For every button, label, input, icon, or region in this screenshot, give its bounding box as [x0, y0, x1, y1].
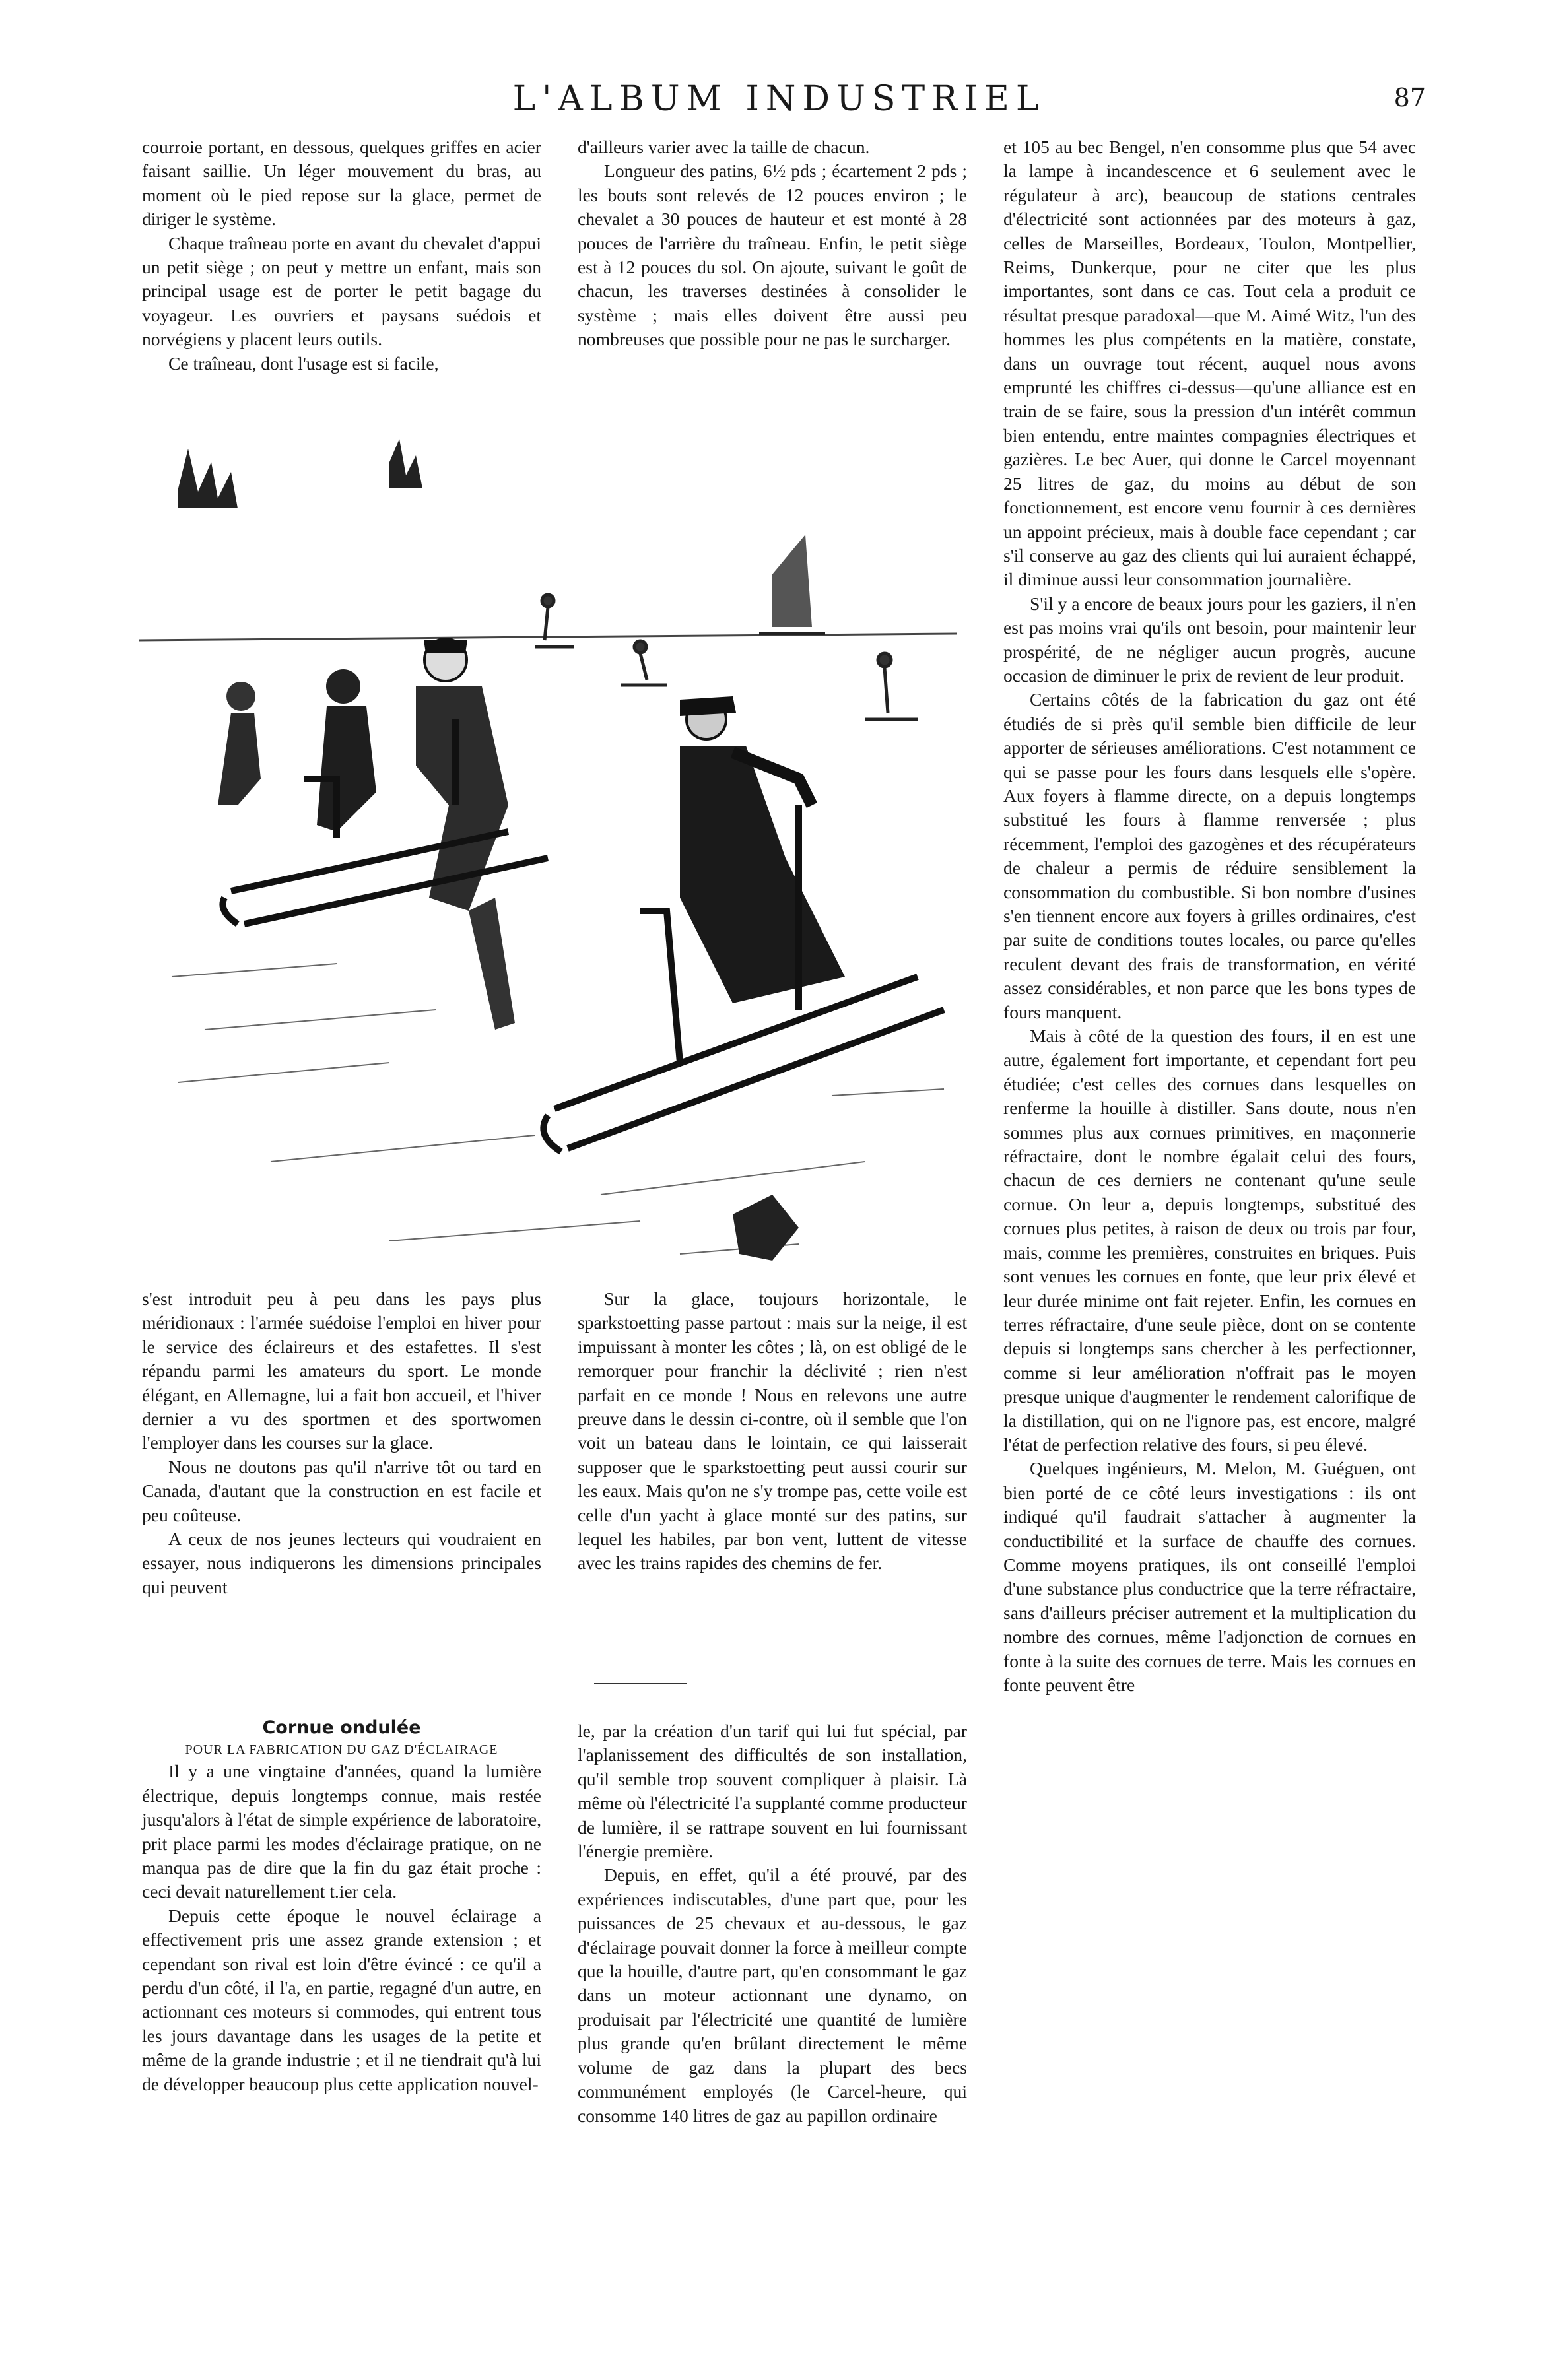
paragraph: Depuis, en effet, qu'il a été prouvé, par des expériences indiscutables, d'une part que, pour les puissances de 25 chevaux et au-dessous, le gaz d'éclairage pouvait donner la force à meilleur compte que la houille, d'autre part, qu'en consommant le gaz dans un moteur actionnant une dynamo, on produisait par l'électricité une quantité de lumière plus grande qu'en brûlant directement le même volume de gaz dans la plupart des becs communément employés (le Carcel-heure, qui consomme 140 litres de gaz au papillon ordinaire [578, 1865, 967, 2126]
paragraph: Ce traîneau, dont l'usage est si facile, [168, 352, 439, 374]
article-subtitle: POUR LA FABRICATION DU GAZ D'ÉCLAIRAGE [185, 1742, 498, 1758]
page-header [132, 79, 1426, 125]
paragraph: Mais à côté de la question des fours, il en est une autre, également fort importante, et cependant fort peu étudiée; c'est celles des cornues dans lesquelles on renferme la houille à distiller. Sans doute, nous n'en sommes plus aux cornues primitives, en maçonnerie réfractaire, dont le nombre égalait celui des fours, chacun de ces derniers ne contenant qu'une seule cornue. On leur a, depuis longtemps, substitué des cornues plus petites, à raison de deux ou trois par four, mais, comme les premières, construites en briques. Puis sont venues les cornues en fonte, que leur prix élevé et leur durée minime ont fait rejeter. Enfin, les cornues en terres réfractaire, d'une seule pièce, dont on se contente depuis si longtemps sans chercher à les perfectionner, comme si leur amélioration n'offrait pas le moyen presque unique d'augmenter le rendement calorifique de la distillation, qui on ne l'ignore pas, est encore, malgré l'état de perfection relative des fours, si peu élevé. [1003, 1026, 1416, 1455]
paragraph: Sur la glace, toujours horizontale, le sparkstoetting passe partout : mais sur la neige, il est impuissant à monter les côtes ; là, on est obligé de le remorquer pour franchir la déclivité ; rien n'est parfait en ce monde ! Nous en relevons une autre preuve dans le dessin ci-contre, où il semble que l'on voit un bateau dans le lointain, ce qui laisserait supposer que le sparkstoetting peut aussi courir sur les eaux. Mais qu'on ne s'y trompe pas, cette voile est celle d'un yacht à glace monté sur des patins, sur lequel les habiles, par bon vent, luttent de vitesse avec les trains rapides des chemins de fer. [578, 1288, 967, 1573]
paragraph: Il y a une vingtaine d'années, quand la lumière électrique, depuis longtemps connue, mais restée jusqu'alors à l'état de simple expérience de laboratoire, prit place parmi les modes d'éclairage pratique, on ne manqua pas de dire que la fin du gaz était proche : ceci devait naturellement t.ier cela. [142, 1761, 541, 1902]
paragraph: Quelques ingénieurs, M. Melon, M. Guéguen, ont bien porté de ce côté leurs investigations : ils ont indiqué qu'il faudrait s'attacher à augmenter la conductibilité et la surface de chauffe des cornues. Comme moyens pratiques, ils ont conseillé l'emploi d'une substance plus conductrice que la terre réfractaire, sans d'ailleurs préciser autrement et la multiplication du nombre des cornues, même l'adjonction de cornues en fonte à la suite des cornues de terre. Mais les cornues en fonte peuvent être [1003, 1458, 1416, 1695]
section-divider [594, 1683, 687, 1684]
paragraph: Longueur des patins, 6½ pds ; écartement 2 pds ; les bouts sont relevés de 12 pouces environ ; le chevalet a 30 pouces de hauteur et est monté à 28 pouces de l'arrière du traîneau. Enfin, le petit siège est à 12 pouces du sol. On ajoute, suivant le goût de chacun, les traverses destinées à consolider le système ; mais elles doivent être aussi peu nombreuses que possible pour ne pas le surcharger. [578, 160, 967, 350]
article-title: Cornue ondulée [262, 1717, 421, 1738]
paragraph: Nous ne doutons pas qu'il n'arrive tôt ou tard en Canada, d'autant que la construction en est facile et peu coûteuse. [142, 1456, 541, 1525]
paragraph: et 105 au bec Bengel, n'en consomme plus que 54 avec la lampe à incandescence et 6 seulement avec le régulateur à arc), beaucoup de stations centrales d'électricité sont actionnées par des moteurs à gaz, celles de Marseilles, Bordeaux, Toulon, Montpellier, Reims, Dunkerque, pour ne citer que les plus importantes, sont dans ce cas. Tout cela a produit ce résultat presque paradoxal—que M. Aimé Witz, l'un des hommes les plus compétents en la matière, constate, dans un ouvrage tout récent, auquel nous avons emprunté les chiffres ci-dessus—qu'une alliance est en train de se faire, sous la pression d'un intérêt commun bien entendu, entre maintes compagnies électriques et gazières. Le bec Auer, qui donne le Carcel moyennant 25 litres de gaz, du moins au début de son fonctionnement, est encore venu fournir à ces dernières un appoint précieux, mais à double face cependant ; car s'il conserve au gaz des clients qui lui auraient échappé, il diminue aussi leur consommation journalière. [1003, 137, 1416, 590]
journal-title: L'ALBUM INDUSTRIEL [512, 79, 1046, 119]
article-column-2 [578, 1719, 967, 2128]
column-1-mid [142, 1287, 541, 1599]
paragraph: A ceux de nos jeunes lecteurs qui voudraient en essayer, nous indiquerons les dimensions principales qui peuvent [142, 1529, 541, 1597]
sparkstoetting-illustration [139, 436, 957, 1280]
paragraph: d'ailleurs varier avec la taille de chacun. [578, 137, 870, 157]
paragraph: s'est introduit peu à peu dans les pays plus méridionaux : l'armée suédoise l'emploi en hiver pour le service des éclaireurs et des estafettes. Il s'est répandu parmi les amateurs du sport. Le monde élégant, en Allemagne, lui a fait bon accueil, et l'hiver dernier a vu des sportmen et des sportwomen l'employer dans les courses sur la glace. [142, 1288, 541, 1453]
paragraph: S'il y a encore de beaux jours pour les gaziers, il n'en est pas moins vrai qu'ils ont besoin, pour maintenir leur prospérité, de ne négliger aucun progrès, aucune occasion de diminuer le prix de revient de leur produit. [1003, 593, 1416, 686]
column-2-mid [578, 1287, 967, 1575]
paragraph: Chaque traîneau porte en avant du chevalet d'appui un petit siège ; on peut y mettre un enfant, mais son principal usage est de porter le petit bagage du voyageur. Les ouvriers et paysans suédois et norvégiens y placent leurs outils. [142, 232, 541, 350]
paragraph: courroie portant, en dessous, quelques griffes en acier faisant saillie. Un léger mouvement du bras, au moment où le pied repose sur la glace, permet de diriger le système. [142, 137, 541, 230]
column-2-top [578, 135, 967, 352]
column-1-top [142, 135, 541, 376]
column-3 [1003, 135, 1416, 1697]
paragraph: Certains côtés de la fabrication du gaz ont été étudiés de si près qu'il semble bien difficile de leur apporter de sérieuses améliorations. C'est notamment ce qui se passe pour les fours dans lesquels elle s'opère. Aux foyers à flamme directe, on a depuis longtemps substitué les fours à flamme renversée ; plus récemment, l'emploi des gazogènes et des récupérateurs de chaleur a permis de réduire sensiblement la consommation du combustible. Si bon nombre d'usines s'en tiennent encore aux foyers à grilles ordinaires, c'est par suite de conditions toutes locales, ou parce qu'elles reculent devant des frais de transformation, en vérité assez considérables, et non parce que les bons types de fours manquent. [1003, 689, 1416, 1022]
paragraph: le, par la création d'un tarif qui lui fut spécial, par l'aplanissement des difficultés de son installation, qu'il semble trop souvent compliquer à plaisir. Là même où l'électricité l'a supplanté comme producteur de lumière, il se rattrape souvent en lui fournissant l'énergie première. [578, 1721, 967, 1862]
paragraph: Depuis cette époque le nouvel éclairage a effectivement pris une assez grande extension ; et cependant son rival est loin d'être évincé : ce qu'il a perdu d'un côté, il l'a, en partie, regagné d'un autre, en actionnant ces moteurs si commodes, qui entrent tous les jours davantage dans les usages de la petite et même de la grande industrie ; et il ne tiendrait qu'à lui de développer beaucoup plus cette application nouvel- [142, 1905, 541, 2094]
article-column-1 [142, 1716, 541, 2096]
page-number: 87 [1393, 83, 1426, 112]
